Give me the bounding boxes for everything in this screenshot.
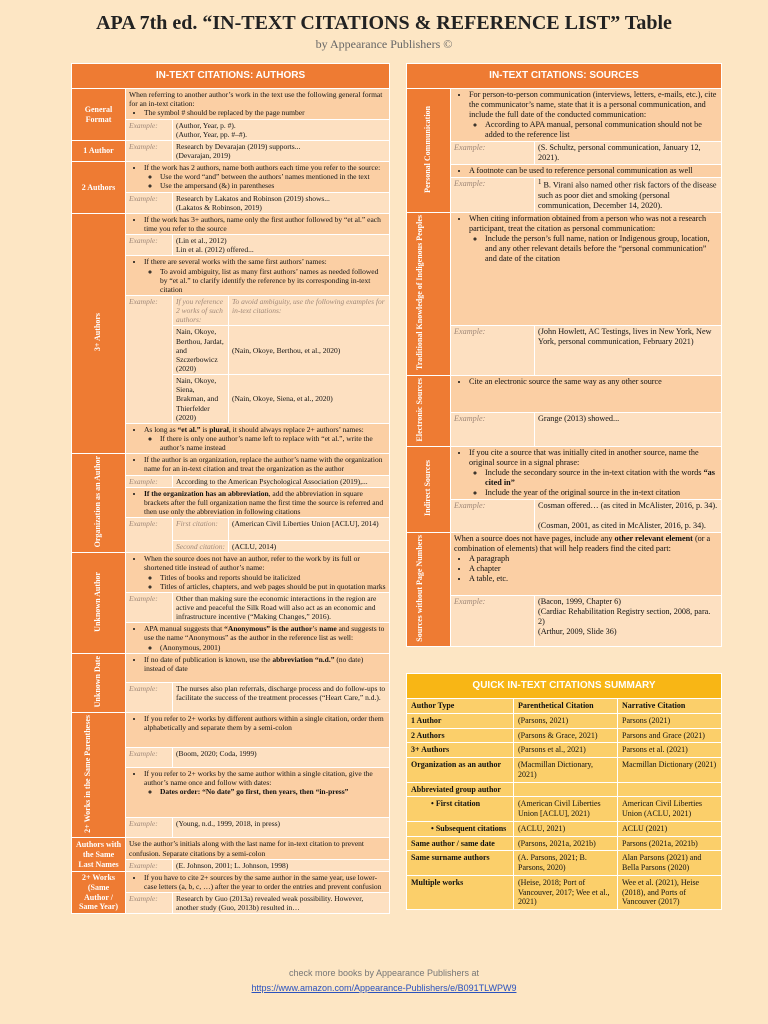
unknown-author-label: Unknown Author	[72, 553, 126, 653]
example-label: Example:	[126, 748, 173, 768]
three-authors-bullet2: • If there are several works with the same first authors’ names: ◦ To avoid ambiguity, list as many first authors’ names as needed followed by “et al.” to clarify identify the reference by its corresponding in-text citation	[144, 257, 386, 294]
example-label: Example:	[126, 475, 173, 487]
nopage-b3: • A table, etc.	[469, 574, 718, 584]
org-first-label: First citation:	[173, 518, 229, 541]
summary-rows	[407, 713, 722, 909]
example-label: Example:	[126, 296, 173, 424]
one-author-row	[72, 140, 390, 161]
unknown-bullet2: • APA manual suggests that “Anonymous” is the author’s name and suggests to use the name “Anonymous” as the author in the reference list as well: ◦ (Anonymous, 2001)	[144, 624, 386, 651]
three-authors-sub3: ◦ If there is only one author’s name left to replace with “et al.”, write the author’s name instead	[160, 434, 386, 452]
unknown-bullet: • When the source does not have an author, refer to the work by its full or shortened title instead of author’s name: ◦ Titles of books and reports should be italicized ◦ Titles of articles, chapters, and web pages should be put in quotation marks	[144, 554, 386, 591]
unknown-date-label: Unknown Date	[72, 653, 126, 712]
example-label: Example:	[126, 683, 173, 713]
summary-text: Parsons et al. (2021)	[622, 745, 688, 755]
summary-cell-paren	[514, 743, 618, 758]
page-subtitle: by Appearance Publishers ©	[315, 37, 453, 51]
summary-text: Parsons (2021)	[622, 715, 671, 725]
summary-row	[407, 875, 722, 909]
summary-column-headers	[407, 699, 722, 714]
personal-sub: ◦ According to APA manual, personal communication should not be added to the reference list	[485, 120, 718, 140]
example-label: Example:	[451, 178, 535, 213]
general-format-example: (Author, Year, p. #). (Author, Year, pp. #–#).	[173, 119, 390, 140]
summary-text: (Parsons et al., 2021)	[518, 745, 586, 755]
three-authors-bullet: • If the work has 3+ authors, name only the first author followed by “et al.” each time you refer to the source	[144, 215, 386, 233]
two-authors-sub1: ◦ Use the word “and” between the authors’ names mentioned in the text	[160, 172, 386, 181]
summary-cell-paren	[514, 728, 618, 743]
same-example2: (Young, n.d., 1999, 2018, in press)	[173, 818, 390, 838]
org-first-value: (American Civil Liberties Union [ACLU], 2014)	[229, 518, 390, 541]
summary-row	[407, 743, 722, 758]
example-label: Example:	[126, 140, 173, 161]
summary-text: Macmillan Dictionary (2021)	[622, 760, 717, 770]
personal-communication-label: Personal Communication	[407, 89, 451, 213]
summary-cell-type	[407, 782, 514, 797]
sources-table	[406, 63, 722, 647]
summary-cell-type	[407, 875, 514, 909]
example-label: Example:	[126, 859, 173, 871]
traditional-knowledge-label: Traditional Knowledge of Indigenous Peoples	[407, 212, 451, 375]
personal-bullet: • For person-to-person communication (interviews, letters, e-mails, etc.), cite the communicator’s name, state that it is a personal communication, and include the full date of the conducted communication: ◦ According to APA manual, personal communication should not be added to the reference list	[469, 90, 718, 140]
summary-cell-type	[407, 797, 514, 822]
personal-example2: $^1$ B. Virani also named other risk factors of the disease such as poor diet and smoking (personal communication, December 14, 2020).	[535, 178, 722, 213]
page-title: APA 7th ed. “IN-TEXT CITATIONS & REFERENCE LIST” Table	[96, 12, 672, 34]
sameyear-example: Research by Guo (2013a) revealed weak possibility. However, another study (Guo, 2013b) resulted in…	[173, 893, 390, 914]
summary-row	[407, 821, 722, 836]
summary-cell-narr	[618, 797, 722, 822]
summary-text: Alan Parsons (2021) and Bella Parsons (2020)	[622, 853, 702, 873]
same-sub: ◦ Dates order: “No date” go first, then years, then “in-press”	[160, 787, 386, 796]
summary-text: (American Civil Liberties Union [ACLU], 2021)	[518, 799, 601, 819]
summary-text: American Civil Liberties Union (ACLU, 2021)	[622, 799, 702, 819]
org-example: According to the American Psychological Association (2019),...	[173, 475, 390, 487]
summary-text: (Parsons, 2021)	[518, 715, 569, 725]
summary-cell-narr	[618, 728, 722, 743]
summary-cell-paren	[514, 782, 618, 797]
org-author-label: Organization as an Author	[72, 454, 126, 553]
traditional-sub: ◦ Include the person’s full name, nation or Indigenous group, location, and any other relevant details before the “personal communication” and date of the citation	[485, 234, 718, 264]
summary-row	[407, 713, 722, 728]
summary-cell-paren	[514, 758, 618, 783]
indirect-sub2: ◦ Include the year of the original source in the in-text citation	[485, 488, 718, 498]
sameyear-bullet: • If you have to cite 2+ sources by the same author in the same year, use lower-case letters (a, b, c, …) after the year to order the entries and prevent confusion	[144, 873, 386, 891]
summary-cell-type	[407, 728, 514, 743]
summary-cell-type	[407, 821, 514, 836]
same-bullet2: • If you refer to 2+ works by the same author within a single citation, give the author’s name once and follow with dates: ◦ Dates order: “No date” go first, then years, then “in-press”	[144, 769, 386, 796]
unknown-sub1: ◦ Titles of books and reports should be italicized	[160, 573, 386, 582]
summary-text: Same surname authors	[411, 853, 490, 863]
three-authors-sub: ◦ To avoid ambiguity, list as many first authors’ names as needed followed by “et al.” to clarify identify the reference by its corresponding in-text citation	[160, 267, 386, 294]
summary-cell-narr	[618, 875, 722, 909]
bullet-icon: •	[431, 823, 436, 833]
example-label: Example:	[126, 235, 173, 256]
org-bullet: • If the author is an organization, replace the author’s name with the organization name for an in-text citation and treat the organization as the author	[144, 455, 386, 473]
summary-cell-narr	[618, 821, 722, 836]
lastnames-example: (E. Johnson, 2001; L. Johnson, 1998)	[173, 859, 390, 871]
example-label: Example:	[451, 326, 535, 375]
no-page-numbers-label: Sources without Page Numbers	[407, 532, 451, 647]
date-bullet: • If no date of publication is known, use the abbreviation “n.d.” (no date) instead of date	[144, 655, 386, 673]
general-format-rule: When referring to another author’s work in the text use the following general format for an in-text citation:	[129, 90, 383, 109]
summary-col-paren: Parenthetical Citation	[514, 699, 618, 714]
unknown-sub2: ◦ Titles of articles, chapters, and web pages should be put in quotation marks	[160, 582, 386, 591]
example-label: Example:	[451, 596, 535, 647]
same-bullet: • If you refer to 2+ works by different authors within a single citation, order them alphabetically and separate them by a semi-colon	[144, 714, 386, 732]
summary-col-type: Author Type	[407, 699, 514, 714]
example-label: Example:	[451, 142, 535, 165]
date-example: The nurses also plan referrals, discharge process and do follow-ups to facilitate the success of the treatment processes (“Heart Care,” n.d.).	[173, 683, 390, 713]
summary-text: Parsons (2021a, 2021b)	[622, 838, 698, 848]
example-label: Example:	[126, 192, 173, 213]
two-authors-bullet: • If the work has 2 authors, name both authors each time you refer to the source: ◦ Use the word “and” between the authors’ names mentioned in the text ◦ Use the ampersand (&) in parentheses	[144, 163, 386, 190]
summary-cell-narr	[618, 758, 722, 783]
example-label: Example:	[126, 518, 173, 553]
traditional-bullet: • When citing information obtained from a person who was not a research participant, treat the citation as personal communication: ◦ Include the person’s full name, nation or Indigenous group, location, and any other relevant details before the “personal communication” and date of the citation	[469, 214, 718, 264]
three-authors-example: (Lin et al., 2012) Lin et al. (2012) offered...	[173, 235, 390, 256]
two-authors-rule-row	[72, 162, 390, 192]
summary-cell-type	[407, 743, 514, 758]
summary-row	[407, 782, 722, 797]
same-year-label: 2+ Works (Same Author / Same Year)	[72, 871, 126, 914]
summary-row	[407, 728, 722, 743]
example-label: Example:	[451, 412, 535, 446]
three-authors-label: 3+ Authors	[72, 213, 126, 453]
two-authors-example: Research by Lakatos and Robinson (2019) shows... (Lakatos & Robinson, 2019)	[173, 192, 390, 213]
summary-text: 3+ Authors	[411, 745, 450, 755]
footer-text: check more books by Appearance Publishers at	[288, 968, 480, 978]
three-authors-ex-r1b: (Nain, Okoye, Berthou, et al., 2020)	[229, 326, 390, 375]
org-bullet2: • If the organization has an abbreviation, add the abbreviation in square brackets after the full organization name the first time the source is referred and then use only the abbreviation in following citations	[144, 489, 386, 516]
summary-cell-narr	[618, 851, 722, 876]
general-format-bullet: • The symbol # should be replaced by the page number	[144, 108, 386, 117]
summary-row	[407, 758, 722, 783]
summary-cell-paren	[514, 713, 618, 728]
summary-row	[407, 797, 722, 822]
three-authors-ex-r2b: (Nain, Okoye, Siena, et al., 2020)	[229, 375, 390, 424]
electronic-sources-label: Electronic Sources	[407, 375, 451, 446]
summary-cell-narr	[618, 782, 722, 797]
one-author-label: 1 Author	[72, 140, 126, 161]
summary-text: (Parsons, 2021a, 2021b)	[518, 838, 596, 848]
summary-cell-narr	[618, 743, 722, 758]
electronic-example: Grange (2013) showed...	[535, 412, 722, 446]
summary-row	[407, 836, 722, 851]
org-second-value: (ACLU, 2014)	[229, 541, 390, 553]
same-example: (Boom, 2020; Coda, 1999)	[173, 748, 390, 768]
indirect-example: Cosman offered… (as cited in McAlister, 2016, p. 34). (Cosman, 2001, as cited in McAlister, 2016, p. 34).	[535, 499, 722, 532]
summary-cell-type	[407, 851, 514, 876]
bullet-icon: •	[431, 799, 436, 809]
same-last-names-label: Authors with the Same Last Names	[72, 838, 126, 871]
three-authors-ex-r2a: Nain, Okoye, Siena, Brakman, and Thierfelder (2020)	[173, 375, 229, 424]
summary-text: First citation	[435, 799, 481, 809]
summary-cell-paren	[514, 821, 618, 836]
indirect-sub1: ◦ Include the secondary source in the in-text citation with the words “as cited in”	[485, 468, 718, 488]
nopage-rule: When a source does not have pages, include any other relevant element (or a combination of elements) that will help readers find the cited part:	[454, 533, 711, 553]
summary-cell-type	[407, 758, 514, 783]
summary-text: 2 Authors	[411, 730, 445, 740]
two-authors-label: 2 Authors	[72, 162, 126, 214]
summary-text: Same author / same date	[411, 838, 495, 848]
example-label: Example:	[451, 499, 535, 532]
example-label: Example:	[126, 592, 173, 622]
summary-text: Abbreviated group author	[411, 784, 501, 794]
summary-text: Subsequent citations	[435, 823, 507, 833]
same-parentheses-label: 2+ Works in the Same Parentheses	[72, 712, 126, 838]
summary-text: (A. Parsons, 2021; B. Parsons, 2020)	[518, 853, 587, 873]
personal-example: (S. Schultz, personal communication, January 12, 2021).	[535, 142, 722, 165]
summary-table	[406, 673, 722, 910]
three-authors-bullet3: • As long as “et al.” is plural, it should always replace 2+ authors’ names: ◦ If there is only one author’s name left to replace with “et al.”, write the author’s name instead	[144, 425, 386, 452]
summary-cell-paren	[514, 797, 618, 822]
summary-text: Wee et al. (2021), Heise (2018), and Ports of Vancouver (2017)	[622, 877, 700, 907]
electronic-bullet: • Cite an electronic source the same way as any other source	[469, 377, 718, 387]
three-authors-ex-head2: To avoid ambiguity, use the following examples for in-text citations:	[229, 296, 390, 326]
general-format-label: General Format	[72, 89, 126, 141]
summary-text: 1 Author	[411, 715, 442, 725]
summary-text: (ACLU, 2021)	[518, 823, 566, 833]
summary-cell-narr	[618, 836, 722, 851]
unknown-example: Other than making sure the economic interactions in the region are active and peaceful the Silk Road will also act as an economic and infrastructure incentive (“Making Changes,” 2016).	[173, 592, 390, 622]
summary-text: (Macmillan Dictionary, 2021)	[518, 760, 594, 779]
nopage-example: (Bacon, 1999, Chapter 6) (Cardiac Rehabilitation Registry section, 2008, para. 2) (Arthur, 2009, Slide 36)	[535, 596, 722, 647]
summary-cell-paren	[514, 836, 618, 851]
example-label: Example:	[126, 818, 173, 838]
summary-text: (Parsons & Grace, 2021)	[518, 730, 598, 740]
general-format-rule-row	[72, 89, 390, 119]
summary-cell-paren	[514, 851, 618, 876]
authors-table	[71, 63, 390, 914]
summary-text: (Heise, 2018; Port of Vancouver, 2017; Wee et al., 2021)	[518, 877, 610, 907]
summary-text: Parsons and Grace (2021)	[622, 730, 705, 740]
summary-cell-paren	[514, 875, 618, 909]
summary-row	[407, 851, 722, 876]
two-authors-sub2: ◦ Use the ampersand (&) in parentheses	[160, 181, 386, 190]
summary-header: QUICK IN-TEXT CITATIONS SUMMARY	[407, 674, 722, 699]
summary-text: Organization as an author	[411, 760, 502, 770]
amazon-link[interactable]: https://www.amazon.com/Appearance-Publishers/e/B091TLWPW9	[251, 983, 517, 993]
summary-text: Multiple works	[411, 877, 464, 887]
three-authors-ex-head1: If you reference 2 works of such authors:	[173, 296, 229, 326]
summary-col-narr: Narrative Citation	[618, 699, 722, 714]
personal-bullet2: • A footnote can be used to reference personal communication as well	[469, 166, 718, 176]
one-author-example: Research by Devarajan (2019) supports... (Devarajan, 2019)	[173, 140, 390, 161]
nopage-b2: • A chapter	[469, 564, 718, 574]
sources-header: IN-TEXT CITATIONS: SOURCES	[407, 64, 722, 89]
three-authors-ex-r1a: Nain, Okoye, Berthou, Jardat, and Szczerbowicz (2020)	[173, 326, 229, 375]
example-label: Example:	[126, 893, 173, 914]
authors-header: IN-TEXT CITATIONS: AUTHORS	[72, 64, 390, 89]
indirect-sources-label: Indirect Sources	[407, 446, 451, 532]
summary-cell-narr	[618, 713, 722, 728]
unknown-sub3: ◦ (Anonymous, 2001)	[160, 643, 386, 652]
summary-cell-type	[407, 836, 514, 851]
traditional-example: (John Howlett, AC Testings, lives in New York, New York, personal communication, February 2021)	[535, 326, 722, 375]
nopage-b1: • A paragraph	[469, 554, 718, 564]
example-label: Example:	[126, 119, 173, 140]
summary-text: ACLU (2021)	[622, 823, 668, 833]
summary-cell-type	[407, 713, 514, 728]
lastnames-rule: Use the author’s initials along with the last name for in-text citation to prevent confusion. Separate citations by a semi-colon	[126, 838, 390, 859]
org-second-label: Second citation:	[173, 541, 229, 553]
indirect-bullet: • If you cite a source that was initially cited in another source, name the original source in a signal phrase: ◦ Include the secondary source in the in-text citation with the words “as cited in” ◦ Include the year of the original source in the in-text citation	[469, 448, 718, 498]
